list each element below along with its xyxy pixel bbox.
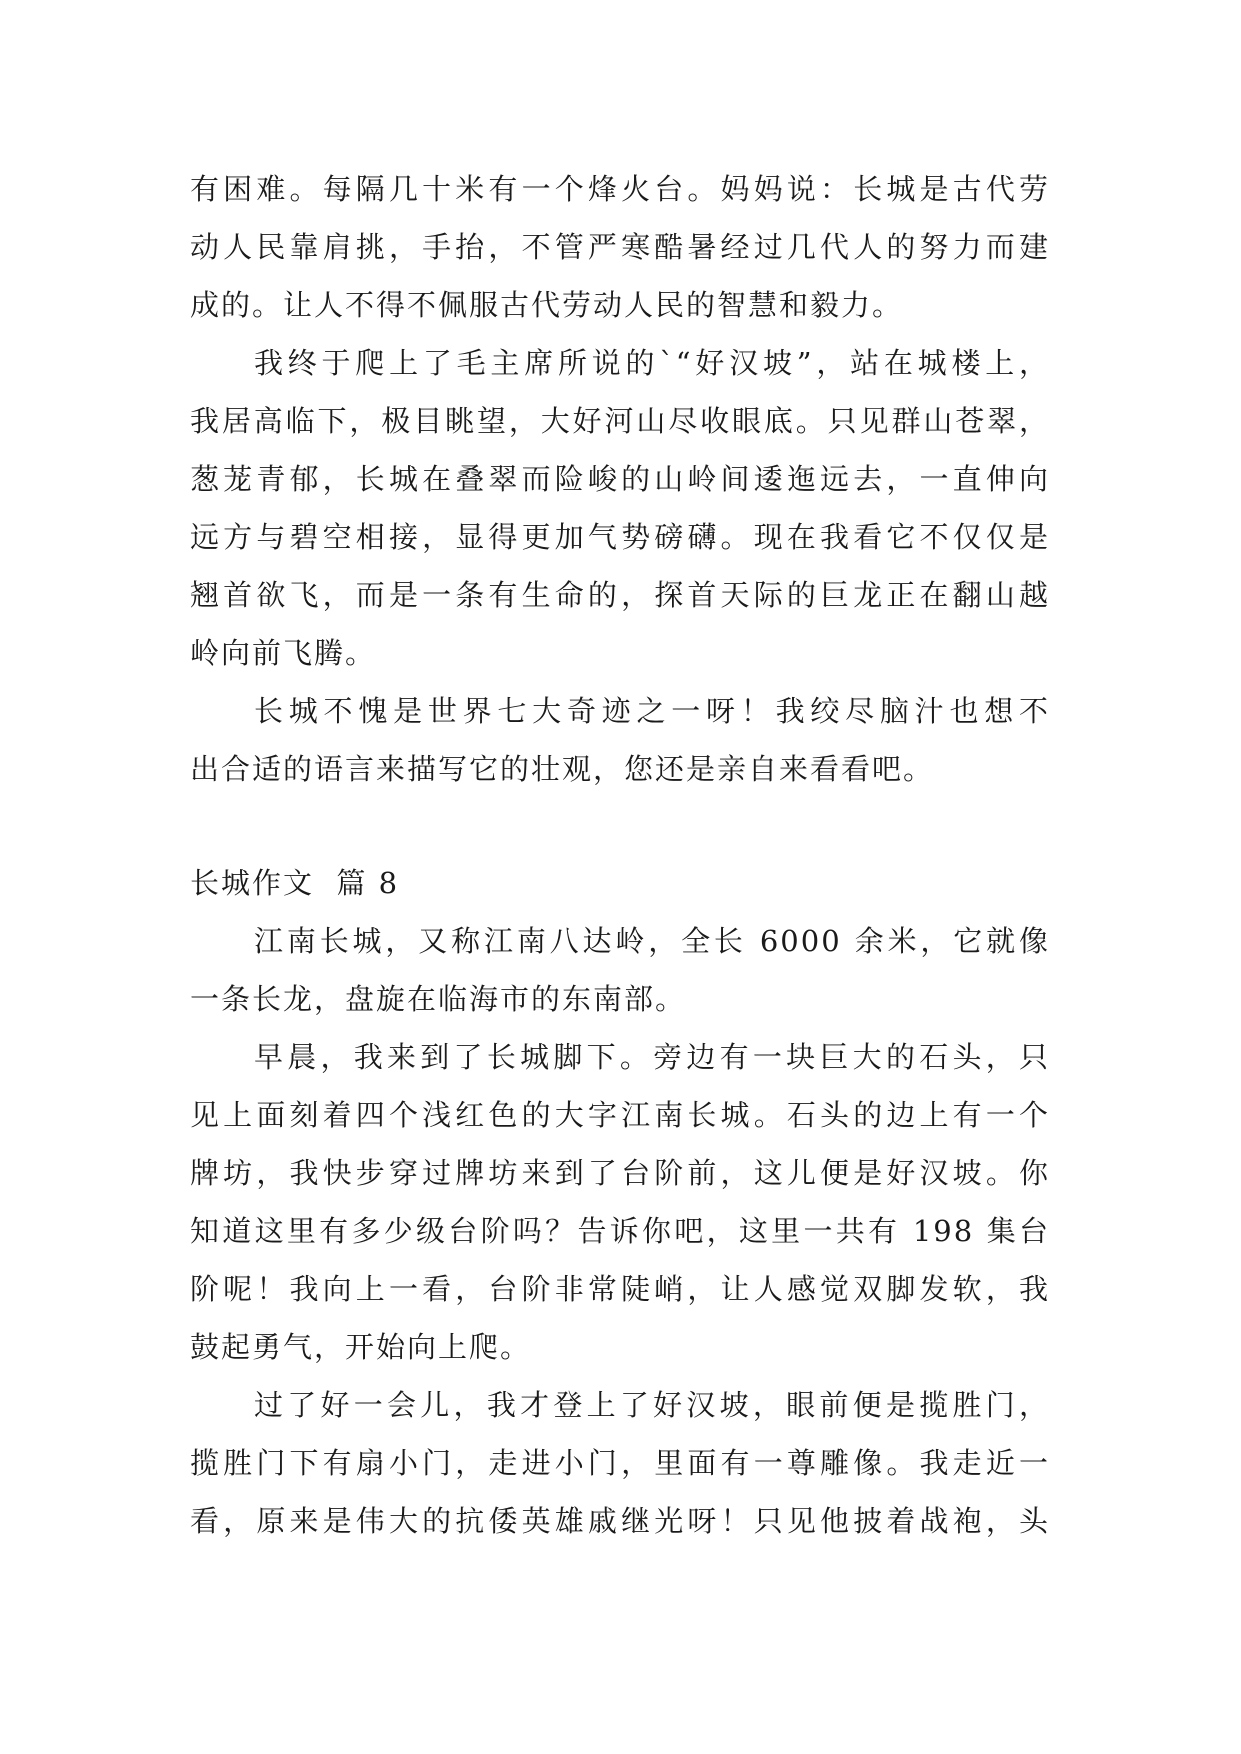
text-line: 我终于爬上了毛主席所说的`“好汉坡”，站在城楼上， (254, 346, 1050, 380)
text-line: 出合适的语言来描写它的壮观，您还是亲自来看看吧。 (190, 752, 935, 786)
paragraph-continuation (190, 160, 1050, 334)
section-heading: 长城作文 篇 8 (190, 866, 400, 900)
paragraph (190, 1028, 1050, 1376)
text-line: 一条长龙，盘旋在临海市的东南部。 (190, 982, 687, 1016)
text-line: 见上面刻着四个浅红色的大字江南长城。石头的边上有一个 (190, 1098, 1050, 1132)
text-line: 远方与碧空相接，显得更加气势磅礴。现在我看它不仅仅是 (190, 520, 1050, 554)
text-line: 看，原来是伟大的抗倭英雄戚继光呀！只见他披着战袍，头 (190, 1504, 1050, 1538)
document-body (190, 160, 1050, 1550)
text-line: 过了好一会儿，我才登上了好汉坡，眼前便是揽胜门， (254, 1388, 1050, 1422)
text-line: 鼓起勇气，开始向上爬。 (190, 1330, 532, 1364)
text-line: 揽胜门下有扇小门，走进小门，里面有一尊雕像。我走近一 (190, 1446, 1050, 1480)
text-line: 我居高临下，极目眺望，大好河山尽收眼底。只见群山苍翠， (190, 404, 1050, 438)
section-spacer (190, 798, 1050, 854)
paragraph (190, 912, 1050, 1028)
paragraph (190, 682, 1050, 798)
text-line: 成的。让人不得不佩服古代劳动人民的智慧和毅力。 (190, 288, 904, 322)
text-line: 阶呢！我向上一看，台阶非常陡峭，让人感觉双脚发软，我 (190, 1272, 1050, 1306)
text-line: 葱茏青郁，长城在叠翠而险峻的山岭间逶迤远去，一直伸向 (190, 462, 1050, 496)
paragraph (190, 334, 1050, 682)
paragraph (190, 1376, 1050, 1550)
text-line: 翘首欲飞，而是一条有生命的，探首天际的巨龙正在翻山越 (190, 578, 1050, 612)
text-line: 长城不愧是世界七大奇迹之一呀！我绞尽脑汁也想不 (254, 694, 1050, 728)
text-line: 知道这里有多少级台阶吗？告诉你吧，这里一共有 198 集台 (190, 1214, 1050, 1248)
text-line: 有困难。每隔几十米有一个烽火台。妈妈说：长城是古代劳 (190, 172, 1050, 206)
text-line: 江南长城，又称江南八达岭，全长 6000 余米，它就像 (254, 924, 1050, 958)
text-line: 岭向前飞腾。 (190, 636, 377, 670)
text-line: 早晨，我来到了长城脚下。旁边有一块巨大的石头，只 (254, 1040, 1050, 1074)
text-line: 牌坊，我快步穿过牌坊来到了台阶前，这儿便是好汉坡。你 (190, 1156, 1050, 1190)
text-line: 动人民靠肩挑，手抬，不管严寒酷暑经过几代人的努力而建 (190, 230, 1050, 264)
